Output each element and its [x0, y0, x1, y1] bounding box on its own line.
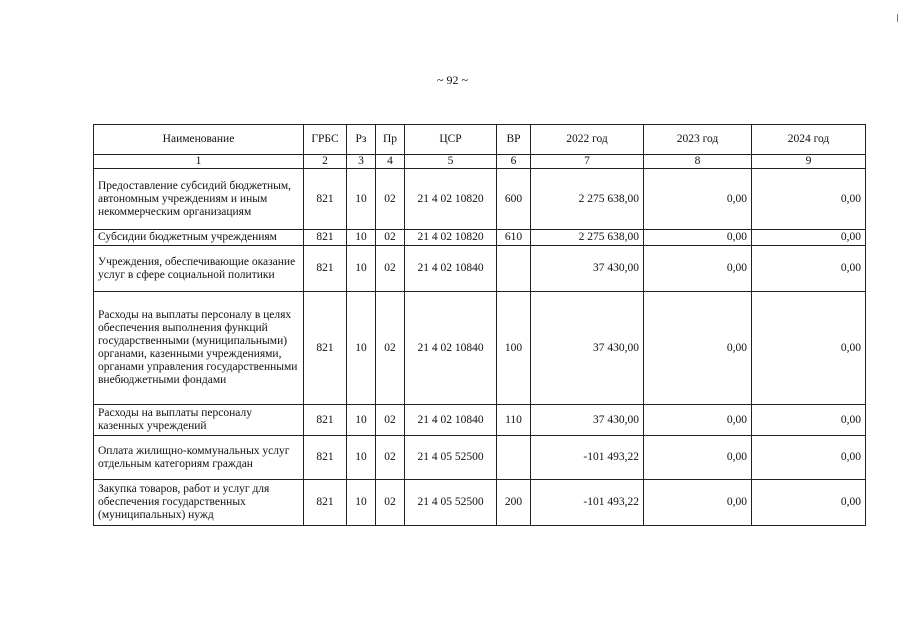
column-number: 9	[752, 155, 866, 169]
row-csr: 21 4 02 10840	[405, 405, 497, 436]
column-number: 4	[376, 155, 405, 169]
row-vr: 600	[497, 169, 531, 230]
header-2022: 2022 год	[531, 125, 644, 155]
row-amount-2024: 0,00	[752, 292, 866, 405]
row-vr	[497, 436, 531, 480]
row-rz: 10	[347, 292, 376, 405]
row-amount-2024: 0,00	[752, 230, 866, 246]
row-grbs: 821	[304, 169, 347, 230]
row-amount-2023: 0,00	[644, 292, 752, 405]
row-vr: 110	[497, 405, 531, 436]
header-name: Наименование	[94, 125, 304, 155]
row-rz: 10	[347, 480, 376, 526]
row-amount-2022: -101 493,22	[531, 480, 644, 526]
row-pr: 02	[376, 169, 405, 230]
header-rz: Рз	[347, 125, 376, 155]
table-row	[94, 292, 866, 405]
row-grbs: 821	[304, 246, 347, 292]
row-amount-2022: -101 493,22	[531, 436, 644, 480]
table-row	[94, 246, 866, 292]
row-csr: 21 4 02 10820	[405, 230, 497, 246]
header-2023: 2023 год	[644, 125, 752, 155]
row-amount-2023: 0,00	[644, 480, 752, 526]
row-name: Расходы на выплаты персоналу в целях обеспечения выполнения функций государственными (муниципальными) органами, казенными учреждениями, органами управления государственными внебюджетными фондами	[94, 292, 304, 405]
row-csr: 21 4 05 52500	[405, 480, 497, 526]
row-csr: 21 4 02 10840	[405, 246, 497, 292]
row-csr: 21 4 05 52500	[405, 436, 497, 480]
row-amount-2022: 37 430,00	[531, 246, 644, 292]
row-rz: 10	[347, 436, 376, 480]
row-name: Расходы на выплаты персоналу казенных учреждений	[94, 405, 304, 436]
row-rz: 10	[347, 230, 376, 246]
row-amount-2022: 37 430,00	[531, 405, 644, 436]
row-amount-2024: 0,00	[752, 246, 866, 292]
table-row	[94, 230, 866, 246]
header-vr: ВР	[497, 125, 531, 155]
column-number: 7	[531, 155, 644, 169]
budget-table	[93, 124, 866, 526]
row-pr: 02	[376, 246, 405, 292]
row-amount-2023: 0,00	[644, 246, 752, 292]
row-rz: 10	[347, 246, 376, 292]
row-name: Субсидии бюджетным учреждениям	[94, 230, 304, 246]
column-number: 2	[304, 155, 347, 169]
row-name: Оплата жилищно-коммунальных услуг отдельным категориям граждан	[94, 436, 304, 480]
row-vr: 610	[497, 230, 531, 246]
scan-artifact	[897, 14, 898, 22]
row-grbs: 821	[304, 292, 347, 405]
row-amount-2024: 0,00	[752, 480, 866, 526]
header-pr: Пр	[376, 125, 405, 155]
row-vr: 200	[497, 480, 531, 526]
header-csr: ЦСР	[405, 125, 497, 155]
row-csr: 21 4 02 10840	[405, 292, 497, 405]
row-pr: 02	[376, 230, 405, 246]
table-row	[94, 436, 866, 480]
row-amount-2024: 0,00	[752, 436, 866, 480]
table-header-row	[94, 125, 866, 155]
row-pr: 02	[376, 405, 405, 436]
row-amount-2024: 0,00	[752, 405, 866, 436]
row-grbs: 821	[304, 230, 347, 246]
row-grbs: 821	[304, 480, 347, 526]
header-grbs: ГРБС	[304, 125, 347, 155]
row-amount-2023: 0,00	[644, 169, 752, 230]
row-amount-2023: 0,00	[644, 436, 752, 480]
column-number: 8	[644, 155, 752, 169]
row-amount-2022: 37 430,00	[531, 292, 644, 405]
row-vr: 100	[497, 292, 531, 405]
row-amount-2023: 0,00	[644, 230, 752, 246]
column-number-row	[94, 155, 866, 169]
row-rz: 10	[347, 169, 376, 230]
row-amount-2023: 0,00	[644, 405, 752, 436]
row-amount-2022: 2 275 638,00	[531, 169, 644, 230]
row-rz: 10	[347, 405, 376, 436]
row-vr	[497, 246, 531, 292]
table-row	[94, 405, 866, 436]
row-amount-2024: 0,00	[752, 169, 866, 230]
page-number: ~ 92 ~	[437, 73, 468, 87]
column-number: 5	[405, 155, 497, 169]
row-grbs: 821	[304, 405, 347, 436]
row-pr: 02	[376, 436, 405, 480]
header-2024: 2024 год	[752, 125, 866, 155]
row-csr: 21 4 02 10820	[405, 169, 497, 230]
table-row	[94, 169, 866, 230]
row-pr: 02	[376, 292, 405, 405]
column-number: 3	[347, 155, 376, 169]
row-grbs: 821	[304, 436, 347, 480]
column-number: 1	[94, 155, 304, 169]
table-row	[94, 480, 866, 526]
row-name: Закупка товаров, работ и услуг для обеспечения государственных (муниципальных) нужд	[94, 480, 304, 526]
row-pr: 02	[376, 480, 405, 526]
row-name: Предоставление субсидий бюджетным, автономным учреждениям и иным некоммерческим организациям	[94, 169, 304, 230]
row-name: Учреждения, обеспечивающие оказание услуг в сфере социальной политики	[94, 246, 304, 292]
column-number: 6	[497, 155, 531, 169]
row-amount-2022: 2 275 638,00	[531, 230, 644, 246]
